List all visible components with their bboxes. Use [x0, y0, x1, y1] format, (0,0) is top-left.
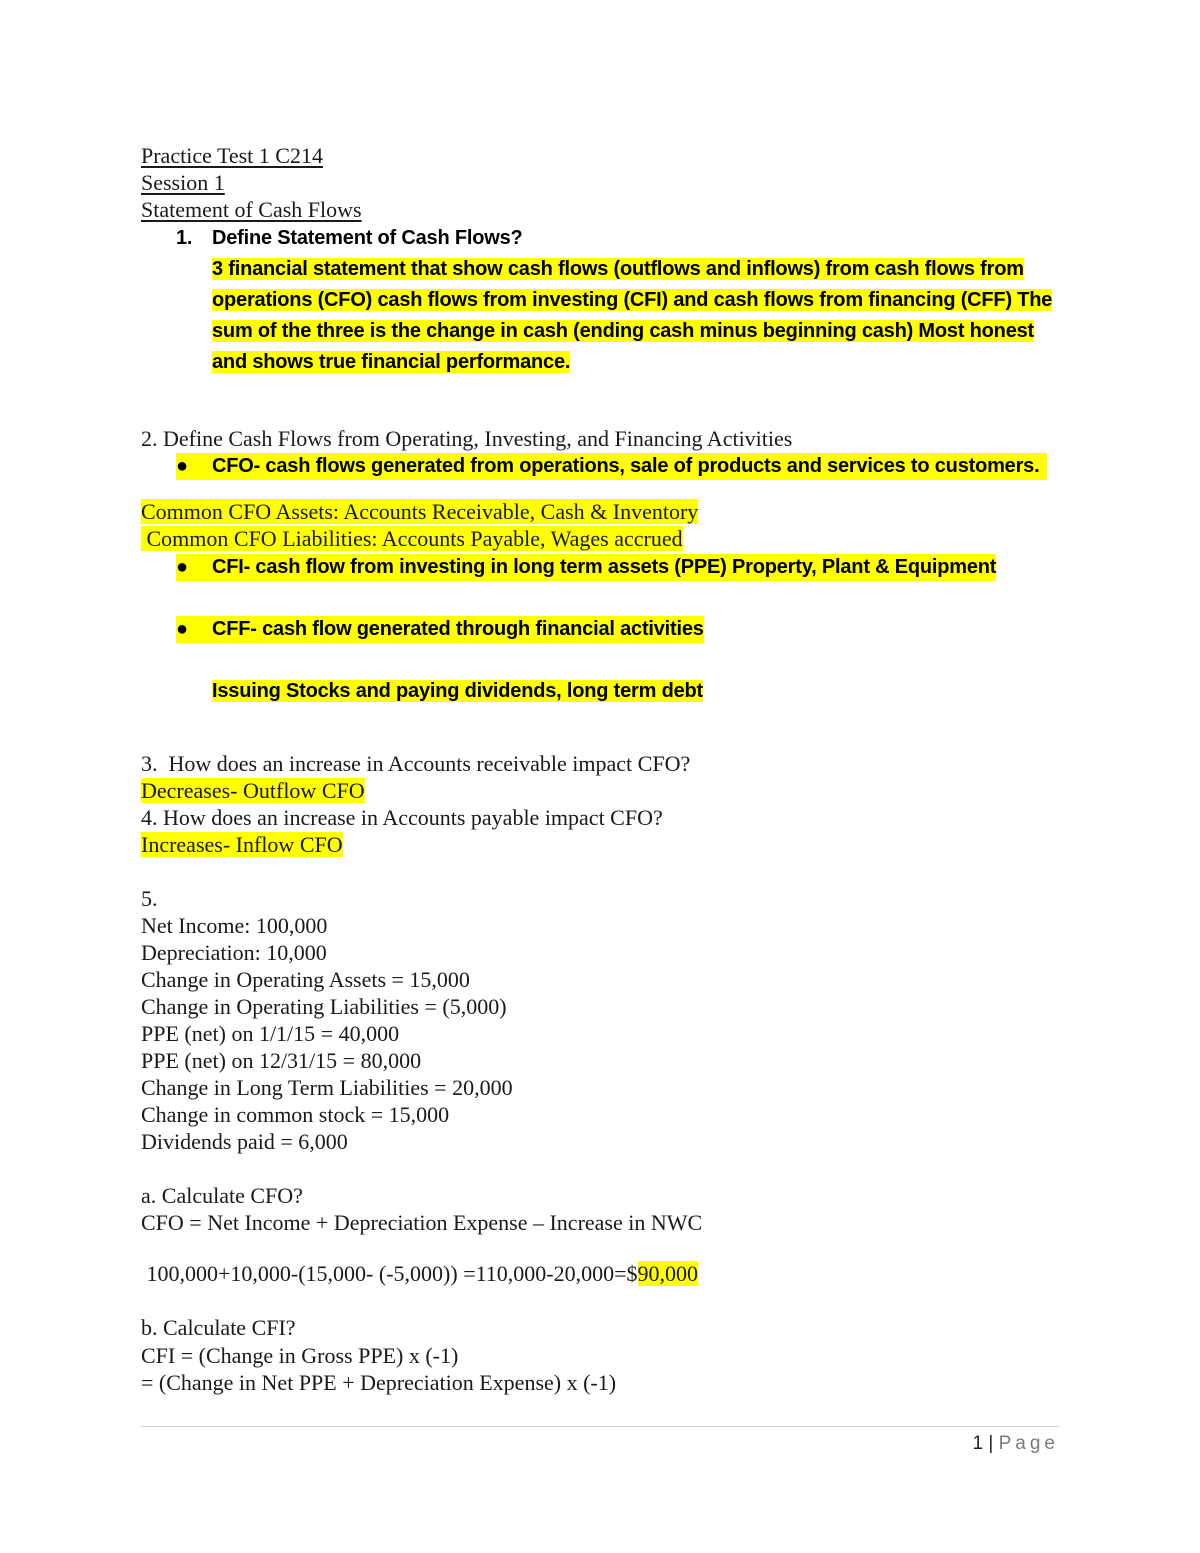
- given-long-term-liabilities: Change in Long Term Liabilities = 20,000: [141, 1075, 513, 1100]
- given-operating-liabilities: Change in Operating Liabilities = (5,000): [141, 994, 507, 1019]
- highlight: operations (CFO) cash flows from investing (CFI) and cash flows from financing (CFF) The: [212, 289, 1053, 311]
- q5a-result-highlight: 90,000: [637, 1261, 699, 1286]
- session-label: Session 1: [141, 170, 225, 195]
- q1-number: 1.: [176, 227, 193, 249]
- q5b-formula-1: CFI = (Change in Gross PPE) x (-1): [141, 1343, 459, 1368]
- given-net-income: Net Income: 100,000: [141, 913, 328, 938]
- given-depreciation: Depreciation: 10,000: [141, 940, 327, 965]
- given-operating-assets: Change in Operating Assets = 15,000: [141, 967, 470, 992]
- highlight: [176, 616, 704, 643]
- highlight: Increases- Inflow CFO: [141, 832, 343, 857]
- cfo-liabilities: [141, 525, 683, 552]
- doc-title: Practice Test 1 C214: [141, 143, 323, 168]
- q1-answer-line-1: [212, 256, 1024, 283]
- q5-number: 5.: [141, 886, 158, 911]
- highlight: Issuing Stocks and paying dividends, long term debt: [212, 680, 703, 702]
- q1-question: Define Statement of Cash Flows?: [212, 227, 523, 249]
- highlight: Decreases- Outflow CFO: [141, 778, 365, 803]
- cfo-bullet-row: [176, 453, 1047, 480]
- highlight: Common CFO Liabilities: Accounts Payable, Wages accrued: [141, 526, 683, 551]
- q2-question: 2. Define Cash Flows from Operating, Investing, and Financing Activities: [141, 426, 793, 451]
- page-separator: |: [988, 1433, 994, 1454]
- q5b-formula-2: = (Change in Net PPE + Depreciation Expense) x (-1): [141, 1370, 617, 1395]
- cfi-bullet-text: CFI- cash flow from investing in long term assets (PPE) Property, Plant & Equipment: [212, 556, 997, 578]
- q4-question: 4. How does an increase in Accounts payable impact CFO?: [141, 805, 663, 830]
- q4-answer: [141, 831, 343, 858]
- page-number: 1: [972, 1433, 984, 1454]
- cfi-bullet-row: [176, 554, 996, 581]
- q1-answer-line-4: [212, 349, 570, 376]
- q1-answer-line-2: [212, 287, 1052, 314]
- q1-answer-line-3: [212, 318, 1034, 345]
- highlight: 3 financial statement that show cash flows (outflows and inflows) from cash flows from: [212, 258, 1024, 280]
- page-label: Page: [998, 1433, 1059, 1454]
- cff-bullet-row: [176, 616, 704, 643]
- q5a-question: a. Calculate CFO?: [141, 1183, 303, 1208]
- highlight: sum of the three is the change in cash (ending cash minus beginning cash) Most honest: [212, 320, 1035, 342]
- highlight: and shows true financial performance.: [212, 351, 571, 373]
- bullet-icon: ●: [176, 455, 188, 477]
- highlight: [176, 554, 996, 581]
- highlight: [176, 453, 1047, 480]
- bullet-icon: ●: [176, 618, 188, 640]
- q3-question: 3. How does an increase in Accounts receivable impact CFO?: [141, 751, 691, 776]
- given-ppe-start: PPE (net) on 1/1/15 = 40,000: [141, 1021, 400, 1046]
- topic-heading: Statement of Cash Flows: [141, 197, 362, 222]
- q5b-question: b. Calculate CFI?: [141, 1315, 296, 1340]
- given-ppe-end: PPE (net) on 12/31/15 = 80,000: [141, 1048, 422, 1073]
- cfo-bullet-text: CFO- cash flows generated from operations, sale of products and services to customers.: [212, 455, 1040, 477]
- q5a-calculation: [141, 1260, 698, 1287]
- q5a-formula: CFO = Net Income + Depreciation Expense – Increase in NWC: [141, 1210, 703, 1235]
- given-common-stock: Change in common stock = 15,000: [141, 1102, 450, 1127]
- footer-divider: [141, 1426, 1059, 1427]
- cff-bullet-text: CFF- cash flow generated through financial activities: [212, 618, 704, 640]
- cff-detail: [212, 678, 703, 705]
- q5a-calc-text: 100,000+10,000-(15,000- (-5,000)) =110,000-20,000=$: [141, 1261, 638, 1286]
- highlight: Common CFO Assets: Accounts Receivable, Cash & Inventory: [141, 499, 699, 524]
- page-footer: [973, 1433, 1059, 1455]
- bullet-icon: ●: [176, 556, 188, 578]
- cfo-assets: [141, 498, 698, 525]
- given-dividends: Dividends paid = 6,000: [141, 1129, 348, 1154]
- q3-answer: [141, 777, 365, 804]
